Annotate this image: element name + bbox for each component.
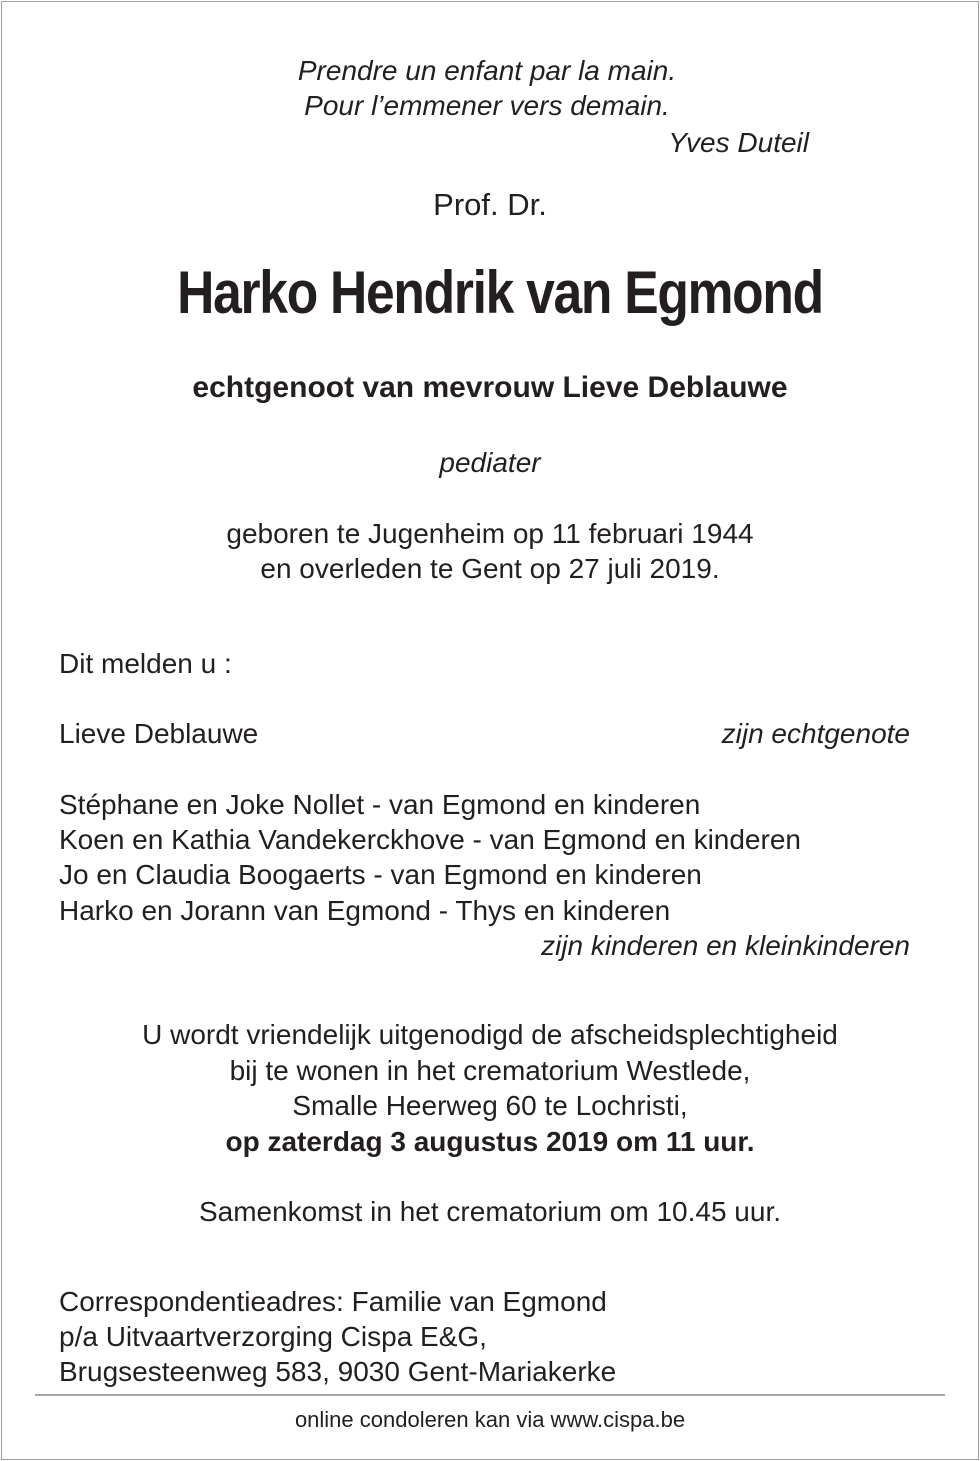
death-line: en overleden te Gent op 27 juli 2019. xyxy=(260,553,720,584)
deceased-name: Harko Hendrik van Egmond xyxy=(177,259,823,326)
footer-condolence-text: online condoleren kan via www.cispa.be xyxy=(294,1407,686,1432)
profession: pediater xyxy=(439,447,541,478)
gathering-line: Samenkomst in het crematorium om 10.45 uur. xyxy=(198,1196,782,1227)
correspondence-line-1: Correspondentieadres: Familie van Egmond xyxy=(59,1286,607,1317)
child-line: Harko en Jorann van Egmond - Thys en kinderen xyxy=(59,895,671,926)
ceremony-line-3: Smalle Heerweg 60 te Lochristi, xyxy=(292,1090,688,1121)
ceremony-datetime: op zaterdag 3 augustus 2019 om 11 uur. xyxy=(225,1126,755,1157)
child-line: Koen en Kathia Vandekerckhove - van Egmond en kinderen xyxy=(59,824,801,855)
spouse-relation: zijn echtgenote xyxy=(721,718,910,749)
ceremony-line-1: U wordt vriendelijk uitgenodigd de afscheidsplechtigheid xyxy=(142,1019,838,1050)
child-line: Jo en Claudia Boogaerts - van Egmond en kinderen xyxy=(59,859,702,890)
announcement-intro: Dit melden u : xyxy=(59,648,232,679)
deceased-title: Prof. Dr. xyxy=(433,187,547,222)
children-relation: zijn kinderen en kleinkinderen xyxy=(541,930,910,961)
ceremony-line-2: bij te wonen in het crematorium Westlede, xyxy=(229,1055,751,1086)
quote-author: Yves Duteil xyxy=(668,127,809,158)
quote-line-2: Pour l’emmener vers demain. xyxy=(304,90,670,121)
correspondence-line-2: p/a Uitvaartverzorging Cispa E&G, xyxy=(59,1321,487,1352)
quote-line-1: Prendre un enfant par la main. xyxy=(297,55,677,86)
footer-divider xyxy=(35,1394,945,1396)
spouse-line: echtgenoot van mevrouw Lieve Deblauwe xyxy=(192,371,788,404)
child-line: Stéphane en Joke Nollet - van Egmond en kinderen xyxy=(59,789,701,820)
spouse-name: Lieve Deblauwe xyxy=(59,718,259,749)
birth-line: geboren te Jugenheim op 11 februari 1944 xyxy=(226,518,754,549)
correspondence-line-3: Brugsesteenweg 583, 9030 Gent-Mariakerke xyxy=(59,1356,617,1387)
